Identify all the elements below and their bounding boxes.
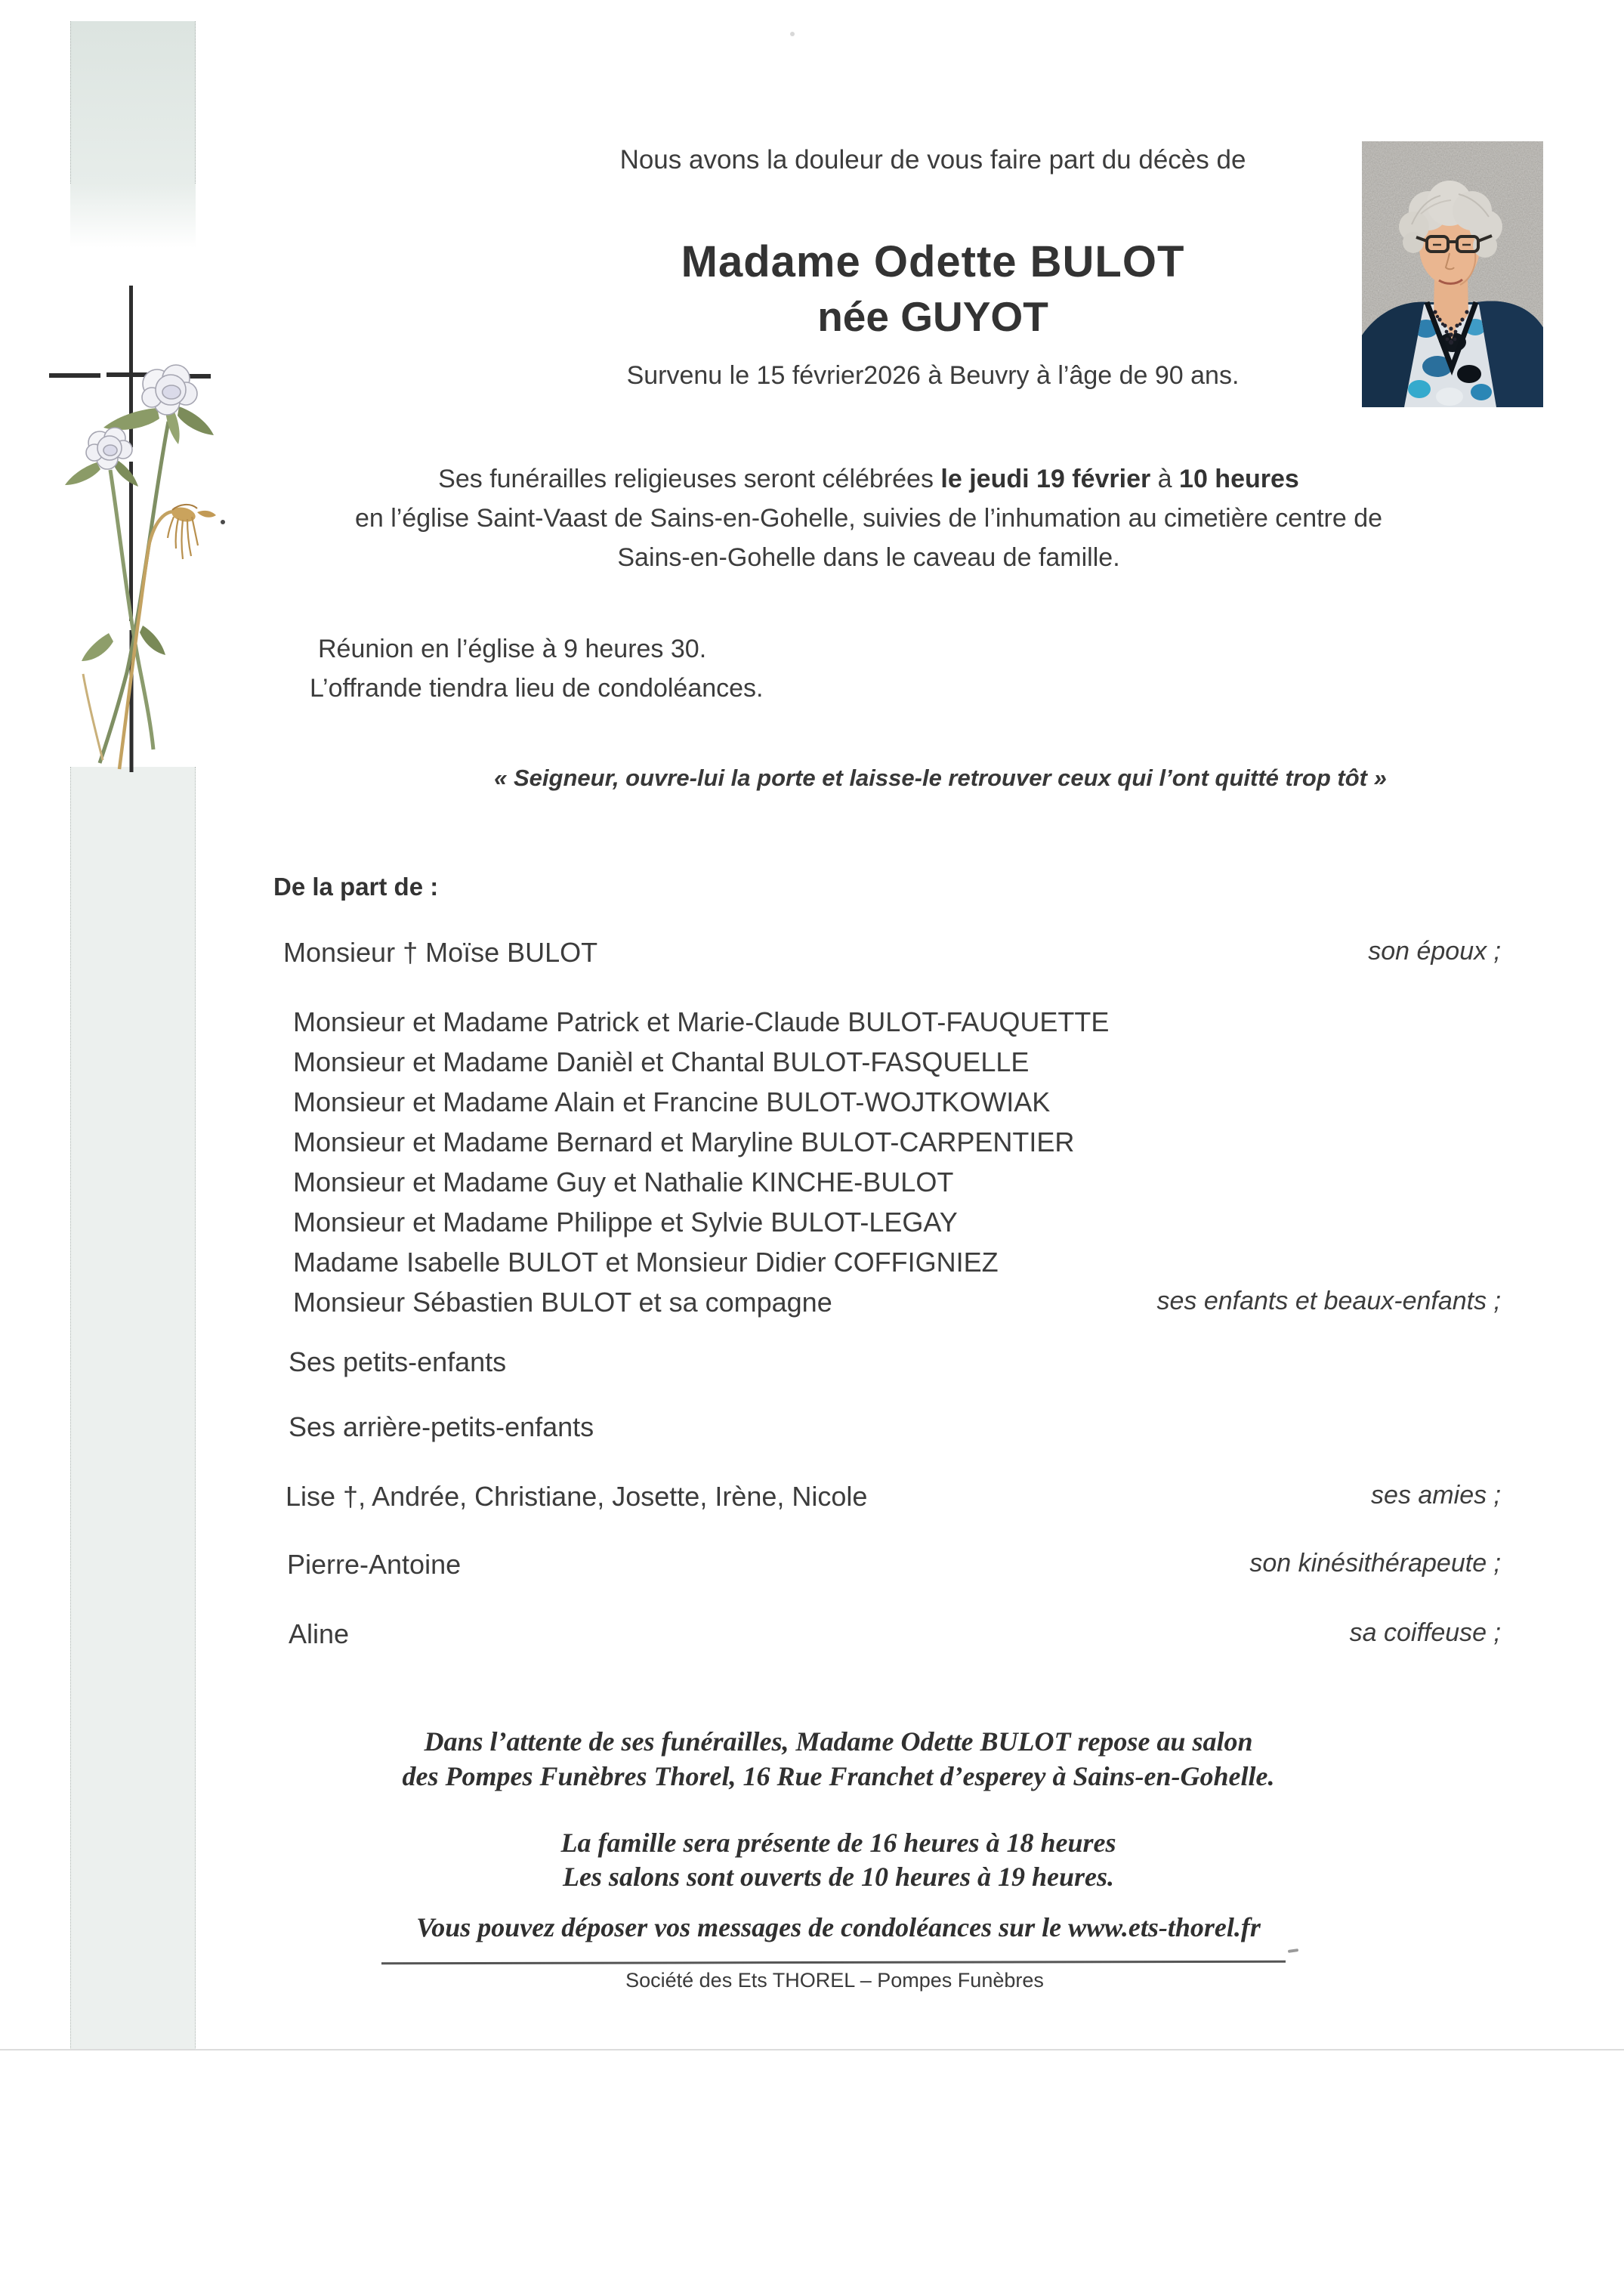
condolences-website-line: Vous pouvez déposer vos messages de condoléances sur le www.ets-thorel.fr bbox=[416, 1912, 1261, 1942]
family-spouse-name: Monsieur † Moïse BULOT bbox=[283, 937, 598, 968]
repose-line-2: des Pompes Funèbres Thorel, 16 Rue Franchet d’esperey à Sains-en-Gohelle. bbox=[402, 1761, 1275, 1791]
physiotherapist-relation: son kinésithérapeute ; bbox=[1249, 1549, 1501, 1578]
family-spouse-relation: son époux ; bbox=[1368, 937, 1501, 966]
scan-speck bbox=[790, 32, 795, 36]
family-child-8: Monsieur Sébastien BULOT et sa compagne bbox=[293, 1287, 832, 1318]
funeral-company-name: Société des Ets THOREL – Pompes Funèbres bbox=[625, 1969, 1044, 1992]
great-grandchildren-line: Ses arrière-petits-enfants bbox=[289, 1411, 594, 1442]
friends-names: Lise †, Andrée, Christiane, Josette, Irène, Nicole bbox=[286, 1481, 868, 1512]
family-child-2: Monsieur et Madame Danièl et Chantal BULOT-FASQUELLE bbox=[293, 1046, 1030, 1077]
offering-line: L’offrande tiendra lieu de condoléances. bbox=[310, 674, 764, 703]
grandchildren-line: Ses petits-enfants bbox=[289, 1346, 507, 1377]
intro-line: Nous avons la douleur de vous faire part du décès de bbox=[619, 145, 1246, 175]
hairdresser-relation: sa coiffeuse ; bbox=[1349, 1618, 1501, 1647]
physiotherapist-name: Pierre-Antoine bbox=[287, 1549, 462, 1580]
family-child-6: Monsieur et Madame Philippe et Sylvie BULOT-LEGAY bbox=[293, 1207, 958, 1238]
ceremony-line-1 bbox=[113, 465, 1624, 494]
death-date-line: Survenu le 15 février2026 à Beuvry à l’âge de 90 ans. bbox=[626, 361, 1240, 390]
from-label: De la part de : bbox=[273, 873, 439, 901]
ceremony-line-3: Sains-en-Gohelle dans le caveau de famille. bbox=[617, 543, 1120, 572]
flower-stems bbox=[65, 406, 214, 769]
maiden-name: née GUYOT bbox=[817, 293, 1048, 340]
salon-hours-line: Les salons sont ouverts de 10 heures à 19 heures. bbox=[562, 1862, 1115, 1892]
ceremony-time: 10 heures bbox=[1179, 465, 1299, 493]
repose-line-1: Dans l’attente de ses funérailles, Madame Odette BULOT repose au salon bbox=[424, 1726, 1253, 1757]
deceased-name: Madame Odette BULOT bbox=[681, 237, 1185, 286]
footer-divider bbox=[381, 1961, 1286, 1965]
visit-hours-line: La famille sera présente de 16 heures à 18 heures bbox=[560, 1828, 1116, 1858]
memorial-quote: « Seigneur, ouvre-lui la porte et laisse-le retrouver ceux qui l’ont quitté trop tôt » bbox=[494, 765, 1387, 791]
family-child-3: Monsieur et Madame Alain et Francine BULOT-WOJTKOWIAK bbox=[293, 1086, 1051, 1117]
family-children-relation: ses enfants et beaux-enfants ; bbox=[1156, 1287, 1501, 1315]
friends-relation: ses amies ; bbox=[1371, 1481, 1501, 1510]
ceremony-line-2: en l’église Saint-Vaast de Sains-en-Gohelle, suivies de l’inhumation au cimetière centre de bbox=[354, 504, 1383, 533]
family-child-4: Monsieur et Madame Bernard et Maryline BULOT-CARPENTIER bbox=[293, 1126, 1075, 1157]
family-child-7: Madame Isabelle BULOT et Monsieur Didier COFFIGNIEZ bbox=[293, 1247, 999, 1278]
scan-speck bbox=[1288, 1948, 1298, 1953]
family-child-5: Monsieur et Madame Guy et Nathalie KINCHE-BULOT bbox=[293, 1167, 954, 1197]
scan-artifact-line bbox=[0, 2049, 1624, 2050]
ceremony-date: le jeudi 19 février bbox=[940, 465, 1151, 493]
left-watermark-band-top bbox=[70, 21, 196, 184]
family-child-1: Monsieur et Madame Patrick et Marie-Claude BULOT-FAUQUETTE bbox=[293, 1006, 1110, 1037]
ceremony-line-1-mid: à bbox=[1150, 465, 1180, 493]
meeting-line: Réunion en l’église à 9 heures 30. bbox=[318, 635, 707, 663]
ceremony-line-1-pre: Ses funérailles religieuses seront célébrées bbox=[438, 465, 941, 493]
left-watermark-band-fade bbox=[70, 184, 196, 248]
hairdresser-name: Aline bbox=[289, 1618, 350, 1649]
